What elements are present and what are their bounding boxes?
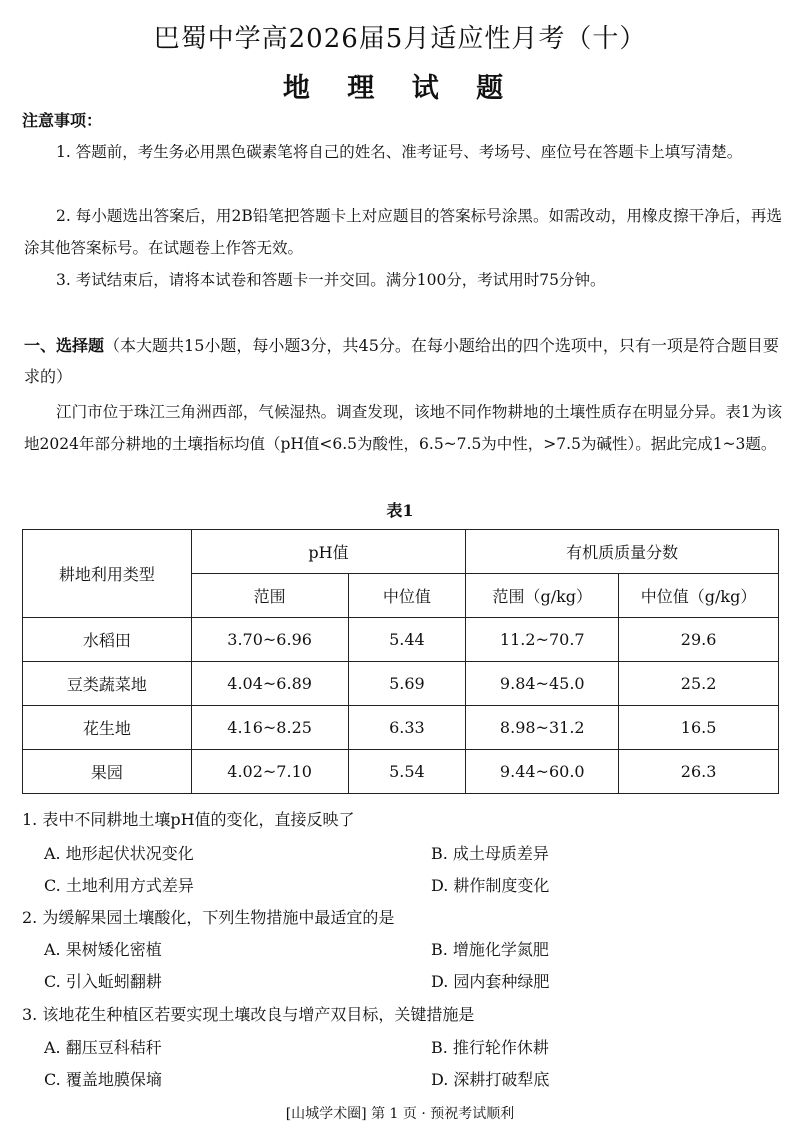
cell-om-range: 9.44~60.0 <box>466 750 619 794</box>
cell-ph-range: 3.70~6.96 <box>191 618 348 662</box>
question-2-option-c[interactable]: C. 引入蚯蚓翻耕 <box>44 972 162 991</box>
material-paragraph: 江门市位于珠江三角洲西部，气候湿热。调查发现，该地不同作物耕地的土壤性质存在明显分异。表1为该地2024年部分耕地的土壤指标均值（pH值<6.5为酸性，6.5~7.5为中性，>7.5为碱性）。据此完成1~3题。 <box>24 403 782 453</box>
header-land-type: 耕地利用类型 <box>23 530 192 618</box>
question-1-option-c[interactable]: C. 土地利用方式差异 <box>44 876 194 895</box>
cell-type: 水稻田 <box>23 618 192 662</box>
question-3-option-b[interactable]: B. 推行轮作休耕 <box>431 1038 549 1057</box>
section-title: 一、选择题 <box>24 336 105 355</box>
section-description: （本大题共15小题，每小题3分，共45分。在每小题给出的四个选项中，只有一项是符合题目要求的） <box>24 336 779 386</box>
cell-ph-range: 4.04~6.89 <box>191 662 348 706</box>
cell-ph-median: 5.54 <box>348 750 466 794</box>
table-caption: 表1 <box>386 501 414 520</box>
header-organic-matter: 有机质质量分数 <box>466 530 779 574</box>
question-1-option-b[interactable]: B. 成土母质差异 <box>431 844 549 863</box>
cell-ph-range: 4.02~7.10 <box>191 750 348 794</box>
section-heading <box>24 330 784 392</box>
cell-om-median: 29.6 <box>619 618 779 662</box>
question-2-stem: 2. 为缓解果园土壤酸化，下列生物措施中最适宜的是 <box>22 908 395 927</box>
subheader-ph-median: 中位值 <box>348 574 466 618</box>
exam-title: 巴蜀中学高2026届5月适应性月考（十） <box>153 24 647 54</box>
subheader-om-median: 中位值（g/kg） <box>619 574 779 618</box>
question-1-stem: 1. 表中不同耕地土壤pH值的变化，直接反映了 <box>22 810 355 829</box>
question-3-option-c[interactable]: C. 覆盖地膜保墒 <box>44 1070 162 1089</box>
question-2-option-a[interactable]: A. 果树矮化密植 <box>44 940 162 959</box>
cell-ph-range: 4.16~8.25 <box>191 706 348 750</box>
subheader-ph-range: 范围 <box>191 574 348 618</box>
cell-type: 果园 <box>23 750 192 794</box>
notice-item-3: 3. 考试结束后，请将本试卷和答题卡一并交回。满分100分，考试用时75分钟。 <box>56 271 606 289</box>
question-3-stem: 3. 该地花生种植区若要实现土壤改良与增产双目标，关键措施是 <box>22 1005 475 1024</box>
table-row <box>23 750 779 794</box>
cell-type: 花生地 <box>23 706 192 750</box>
cell-om-range: 9.84~45.0 <box>466 662 619 706</box>
cell-om-range: 8.98~31.2 <box>466 706 619 750</box>
subject-title: 地 理 试 题 <box>282 73 518 104</box>
question-1-option-d[interactable]: D. 耕作制度变化 <box>431 876 550 895</box>
header-ph: pH值 <box>191 530 466 574</box>
table-row <box>23 618 779 662</box>
table-row <box>23 706 779 750</box>
cell-om-median: 26.3 <box>619 750 779 794</box>
question-2-option-b[interactable]: B. 增施化学氮肥 <box>431 940 549 959</box>
notice-item-1: 1. 答题前，考生务必用黑色碳素笔将自己的姓名、准考证号、考场号、座位号在答题卡上填写清楚。 <box>56 143 743 161</box>
page-footer: [山城学术圈] 第 1 页 · 预祝考试顺利 <box>285 1106 515 1122</box>
soil-index-table <box>22 529 779 794</box>
cell-om-median: 16.5 <box>619 706 779 750</box>
notice-item-2: 2. 每小题选出答案后，用2B铅笔把答题卡上对应题目的答案标号涂黑。如需改动，用橡皮擦干净后，再选涂其他答案标号。在试题卷上作答无效。 <box>24 207 782 257</box>
cell-ph-median: 6.33 <box>348 706 466 750</box>
table-row <box>23 662 779 706</box>
question-1-option-a[interactable]: A. 地形起伏状况变化 <box>44 844 194 863</box>
cell-om-range: 11.2~70.7 <box>466 618 619 662</box>
cell-om-median: 25.2 <box>619 662 779 706</box>
question-2-option-d[interactable]: D. 园内套种绿肥 <box>431 972 550 991</box>
cell-ph-median: 5.69 <box>348 662 466 706</box>
cell-ph-median: 5.44 <box>348 618 466 662</box>
question-3-option-a[interactable]: A. 翻压豆科秸秆 <box>44 1038 162 1057</box>
cell-type: 豆类蔬菜地 <box>23 662 192 706</box>
question-3-option-d[interactable]: D. 深耕打破犁底 <box>431 1070 550 1089</box>
subheader-om-range: 范围（g/kg） <box>466 574 619 618</box>
notice-heading: 注意事项： <box>22 111 103 130</box>
